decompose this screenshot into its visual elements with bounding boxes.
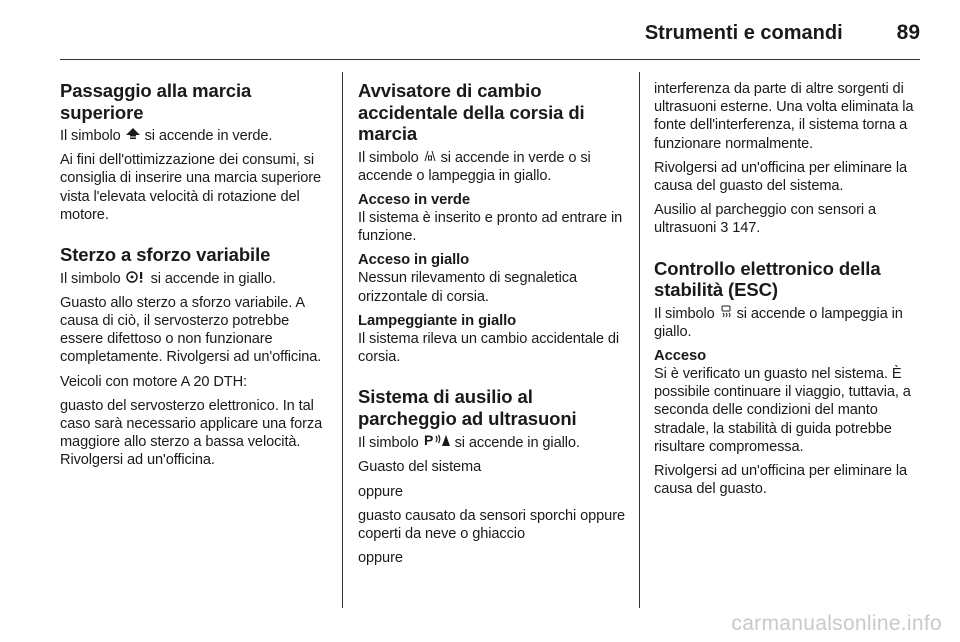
watermark: carmanualsonline.info bbox=[731, 612, 942, 635]
esc-car-skid-icon bbox=[719, 305, 733, 323]
column-2 bbox=[358, 80, 626, 573]
subheading-blinking: Lampeggiante in giallo bbox=[358, 312, 517, 329]
para: Il sistema rileva un cambio accidentale di corsia. bbox=[358, 330, 620, 365]
column-divider-1 bbox=[342, 72, 343, 608]
para: Si è verificato un guasto nel sistema. È possibile continuare il viaggio, tuttavia, a seconda delle condizioni del manto stradale, la stabilità di guida potrebbe risultare compromessa. bbox=[654, 366, 911, 455]
para: Il sistema è inserito e pronto ad entrare in funzione. bbox=[358, 209, 623, 245]
subheading-yellow: Acceso in giallo bbox=[358, 252, 470, 269]
heading-park-assist: Sistema di ausilio al parcheggio ad ultrasuoni bbox=[358, 386, 577, 429]
para: Il simbolo si accende o lampeggia in giallo. bbox=[654, 305, 903, 340]
column-3 bbox=[654, 80, 922, 504]
para: Il simbolo si accende in verde o si accende o lampeggia in giallo. bbox=[358, 149, 591, 184]
page-header bbox=[60, 18, 920, 48]
para: Nessun rilevamento di segnaletica orizzontale di corsia. bbox=[358, 270, 577, 305]
page-reference: 3 bbox=[720, 220, 729, 237]
para: Ausilio al parcheggio con sensori a ultrasuoni 3 147. bbox=[654, 202, 877, 237]
column-1 bbox=[60, 80, 328, 476]
park-assist-icon bbox=[423, 433, 451, 452]
para: Guasto del sistema bbox=[358, 459, 482, 476]
subheading-acceso: Acceso bbox=[654, 348, 707, 365]
para: interferenza da parte di altre sorgenti di ultrasuoni esterne. Una volta eliminata la fonte dell'interferenza, il sistema torna a funzionare normalmente. bbox=[654, 81, 914, 152]
para: Il simbolo si accende in verde. bbox=[60, 128, 273, 144]
upshift-arrow-icon bbox=[125, 127, 141, 145]
steering-warning-icon bbox=[125, 270, 147, 288]
para: Ai fini dell'ottimizzazione dei consumi, si consiglia di inserire una marcia superiore vista l'elevata velocità di rotazione del motore. bbox=[60, 152, 322, 223]
column-divider-2 bbox=[639, 72, 640, 608]
heading-esc: Controllo elettronico della stabilità (ESC) bbox=[654, 257, 881, 301]
subheading-green: Acceso in verde bbox=[358, 191, 470, 208]
header-rule bbox=[60, 59, 920, 60]
heading-upshift: Passaggio alla marcia superiore bbox=[60, 80, 252, 123]
para: Veicoli con motore A 20 DTH: bbox=[60, 373, 248, 390]
heading-steering: Sterzo a sforzo variabile bbox=[60, 244, 271, 266]
para: oppure bbox=[358, 483, 403, 500]
para: oppure bbox=[358, 550, 403, 567]
para: Rivolgersi ad un'officina per eliminare la causa del guasto. bbox=[654, 463, 908, 498]
para: Rivolgersi ad un'officina per eliminare la causa del guasto del sistema. bbox=[654, 159, 908, 195]
lane-departure-icon bbox=[423, 149, 437, 167]
para: Guasto allo sterzo a sforzo variabile. A causa di ciò, il servosterzo potrebbe essere difettoso o non funzionare completamente. Rivolgersi ad un'officina. bbox=[60, 294, 322, 366]
para: Il simbolo P si accende in giallo. bbox=[358, 433, 580, 452]
page-number: 89 bbox=[896, 21, 920, 44]
page-title: Strumenti e comandi bbox=[644, 21, 843, 44]
para: Il simbolo si accende in giallo. bbox=[60, 270, 276, 287]
para: guasto del servosterzo elettronico. In tal caso sarà necessario applicare una forza maggiore allo sterzo a bassa velocità. Rivolgersi ad un'officina. bbox=[60, 397, 323, 469]
para: guasto causato da sensori sporchi oppure coperti da neve o ghiaccio bbox=[358, 507, 625, 542]
svg-text:P: P bbox=[423, 433, 433, 448]
heading-lane-departure: Avvisatore di cambio accidentale della corsia di marcia bbox=[358, 80, 585, 144]
